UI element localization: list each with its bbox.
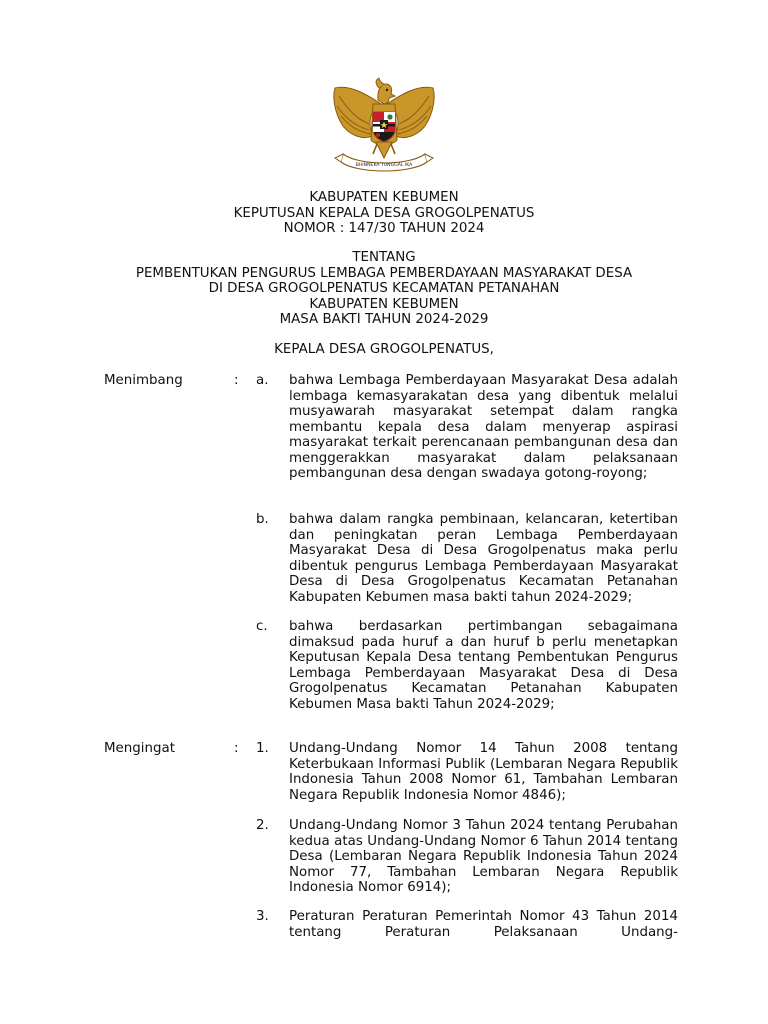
about-block <box>0 250 768 328</box>
about-subject-line2: DI DESA GROGOLPENATUS KECAMATAN PETANAHAN <box>208 281 560 296</box>
header-block <box>0 190 768 237</box>
list-item-marker: 3. <box>256 909 269 924</box>
section-colon: : <box>234 741 239 756</box>
section-label-mengingat: Mengingat <box>104 741 175 756</box>
section-colon: : <box>234 373 239 388</box>
official-title: KEPALA DESA GROGOLPENATUS, <box>274 342 494 357</box>
list-item-text: Undang-Undang Nomor 14 Tahun 2008 tentang Keterbukaan Informasi Publik (Lembaran Negara Republik Indonesia Tahun 2008 Nomor 61, Tambahan Lembaran Negara Republik Indonesia Nomor 4846); <box>289 741 678 803</box>
list-item-text: Peraturan Peraturan Pemerintah Nomor 43 Tahun 2014 tentang Peraturan Pelaksanaan Undang- <box>289 909 678 940</box>
list-item-marker: c. <box>256 619 268 634</box>
official-block <box>0 342 768 358</box>
header-decree-number: NOMOR : 147/30 TAHUN 2024 <box>283 221 485 236</box>
list-item-text: bahwa berdasarkan pertimbangan sebagaimana dimaksud pada huruf a dan huruf b perlu menetapkan Keputusan Kepala Desa tentang Pembentukan Pengurus Lembaga Pemberdayaan Masyarakat Desa di Desa Grogolpenatus Kecamatan Petanahan Kabupaten Kebumen Masa bakti Tahun 2024-2029; <box>289 619 678 712</box>
garuda-pancasila-emblem-icon <box>329 74 439 176</box>
list-item-marker: a. <box>256 373 269 388</box>
about-subject-line3: KABUPATEN KEBUMEN <box>309 296 459 312</box>
list-item-marker: 1. <box>256 741 269 756</box>
list-item-marker: b. <box>256 512 269 527</box>
about-subject-line1: PEMBENTUKAN PENGURUS LEMBAGA PEMBERDAYAAN MASYARAKAT DESA <box>135 265 633 281</box>
list-item-text: bahwa dalam rangka pembinaan, kelancaran, ketertiban dan peningkatan peran Lembaga Pemberdayaan Masyarakat Desa di Desa Grogolpenatus maka perlu dibentuk pengurus Lembaga Pemberdayaan Masyarakat Desa di Desa Grogolpenatus Kecamatan Petanahan Kabupaten Kebumen masa bakti tahun 2024-2029; <box>289 512 678 605</box>
section-label-menimbang: Menimbang <box>104 373 183 388</box>
about-subject-line4: MASA BAKTI TAHUN 2024-2029 <box>279 312 489 327</box>
emblem-motto: BHINNEKA TUNGGAL IKA <box>355 163 413 168</box>
about-heading: TENTANG <box>352 250 416 265</box>
list-item-text: bahwa Lembaga Pemberdayaan Masyarakat Desa adalah lembaga kemasyarakatan desa yang dibentuk melalui musyawarah masyarakat setempat dalam rangka membantu kepala desa dalam menyerap aspirasi masyarakat terkait perencanaan pembangunan desa dan menggerakkan masyarakat dalam pelaksanaan pembangunan desa dengan swadaya gotong-royong; <box>289 373 678 481</box>
list-item-marker: 2. <box>256 818 269 833</box>
header-regency: KABUPATEN KEBUMEN <box>309 190 459 205</box>
header-decree-title: KEPUTUSAN KEPALA DESA GROGOLPENATUS <box>233 205 535 221</box>
list-item-text: Undang-Undang Nomor 3 Tahun 2024 tentang Perubahan kedua atas Undang-Undang Nomor 6 Tahun 2014 tentang Desa (Lembaran Negara Republik Indonesia Tahun 2024 Nomor 77, Tambahan Lembaran Negara Republik Indonesia Nomor 6914); <box>289 818 678 895</box>
